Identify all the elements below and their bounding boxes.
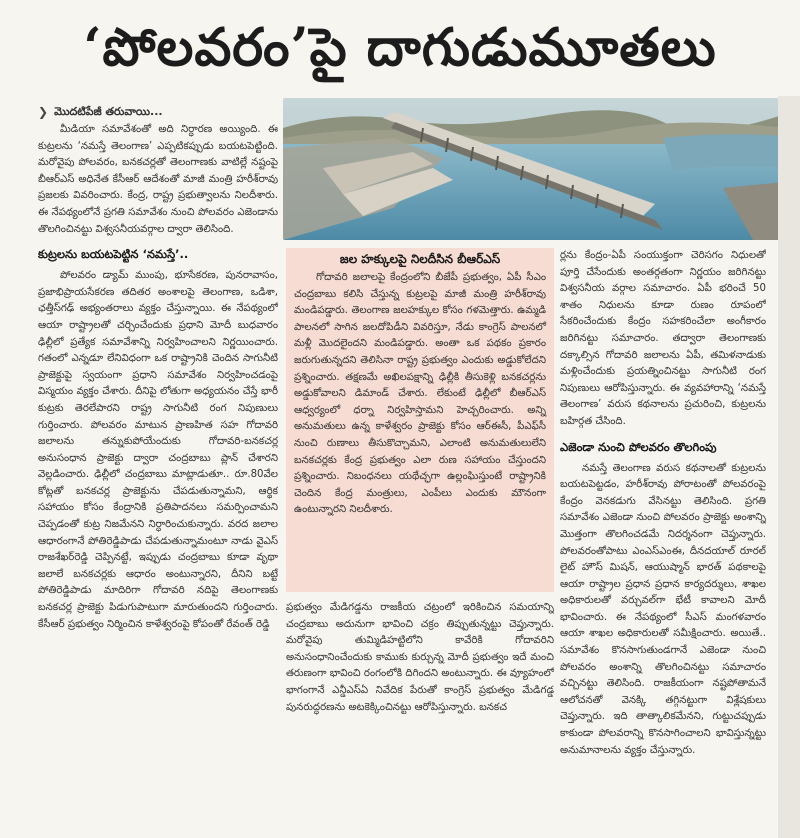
article-column-left [38, 104, 278, 838]
headline: ‘పోలవరం’పై దాగుడుమూతలు [83, 17, 717, 78]
dam-photo-icon [283, 98, 785, 240]
continuation-kicker [38, 104, 278, 120]
article-column-middle [286, 600, 554, 838]
kicker-text: మొదటిపేజీ తరువాయి... [54, 104, 163, 118]
subheading: ఎజెండా నుంచి పోలవరం తొలగింపు [560, 439, 717, 454]
subheading: కుట్రలను బయటపెట్టిన ‘నమస్తే’.. [38, 247, 189, 262]
paragraph: నమస్తే తెలంగాణ వరుస కథనాలతో కుట్రలను బయటపెట్టడం, హరీశ్‌రావు పోరాటంతో పోలవరంపై కేంద్రం వెనకడుగు వేసినట్టు తెలిసింది. ప్రగతి సమావేశం ఎజెండా నుంచి పోలవరం ప్రాజెక్టు అంశాన్ని మొత్తంగా తొలగించడమే నిదర్శనంగా చెప్తున్నారు. పోలవరంతోపాటు ఎంఎస్ఎంఈ, దీనదయాల్ రూరల్ లైట్ హౌస్ మిషన్, ఆయుష్మాన్ భారత్ పథకాలపై ఆయా రాష్ట్రాల ప్రధాన ప్రధాన కార్యదర్శులు, శాఖల అధికారులతో వర్చువల్‌గా భేటీ కావాలని మోదీ భావించారు. ఈ నేపథ్యంలో సీఎస్ మంగళవారం ఆయా శాఖల అధికారులతో సమీక్షించారు. అయితే.. సమావేశం కొనసాగుతుండగానే ఎజెండా నుంచి పోలవరం అంశాన్ని తొలగించినట్టు సమాచారం వచ్చినట్టు తెలిసింది. రాజకీయంగా నష్టపోతామనే ఆలోచనతో వెనక్కి తగ్గినట్టుగా విశ్లేషకులు చెప్తున్నారు. ఇది తాత్కాలికమేనని, గుట్టుచప్పుడు కాకుండా పోలవరాన్ని కొనసాగించాలని భావిస్తున్నట్టు అనుమానాలను వ్యక్తం చేస్తున్నారు. [560, 462, 766, 756]
sidebar-box [286, 248, 554, 592]
paragraph: పోలవరం డ్యామ్ ముంపు, భూసేకరణ, పునరావాసం, ప్రజాభిప్రాయసేకరణ తదితర అంశాలపై తెలంగాణ, ఒడిశా, ఛత్తీస్‌గఢ్ అభ్యంతరాలు వ్యక్తం చేస్తున్నాయి. ఈ నేపథ్యంలో ఆయా రాష్ట్రాలతో చర్చించేందుకు ప్రధాని మోదీ బుధవారం ఢిల్లీలో ప్రత్యేక సమావేశాన్ని నిర్వహించాలని నిర్ణయించారు. గతంలో ఎన్నడూ లేనివిధంగా ఒక రాష్ట్రానికి చెందిన సాగునీటి ప్రాజెక్టుపై స్వయంగా ప్రధాని సమావేశం నిర్వహించడంపై విస్మయం వ్యక్తం చేశారు. దీనిపై లోతుగా అధ్యయనం చేస్తే భారీ కుట్రకు తెరలేపారని రాష్ట్ర సాగునీటి రంగ నిపుణులు గుర్తించారు. పోలవరం మాటున ప్రాణహిత సహ గోదావరి జలాలను తన్నుకుపోయేందుకు గోదావరి-బనకచర్ల అనుసంధాన ప్రాజెక్టు ద్వారా చంద్రబాబు ప్లాన్ చేశారని వెల్లడించారు. ఢిల్లీలో చంద్రబాబు మాట్లాడుతూ.. రూ.80వేల కోట్లతో బనకచర్ల ప్రాజెక్టును చేపడుతున్నామని, ఆర్థిక సహాయం కోసం కేంద్రానికి ప్రతిపాదనలు సమర్పించామని చెప్పడంతో కుట్ర నిజమేనని నిర్ధారించుకున్నారు. వరద జలాల ఆధారంగానే పోతిరెడ్డిపాడు చేపడుతున్నామంటూ నాడు వైఎస్ రాజశేఖర్‌రెడ్డి చెప్పినట్టే, ఇప్పుడు చంద్రబాబు కూడా వృథా జలాలే బనకచర్లకు ఆధారం అంటున్నారని, దీనిని బట్టే పోతిరెడ్డిపాడు మాదిరిగా గోదావరి నదిపై తెలంగాణకు బనకచర్ల ప్రాజెక్టు పిడుగుపాటుగా మారుతుందని గుర్తించారు. కేసీఆర్ ప్రభుత్వం నిర్మించిన కాళేశ్వరంపై కోపంతో రేవంత్ రెడ్డి [38, 270, 278, 630]
page-edge [778, 96, 800, 838]
article-column-right [560, 248, 766, 838]
paragraph: మీడియా సమావేశంతో అది నిర్ధారణ అయ్యింది. ఈ కుట్రలను ‘నమస్తే తెలంగాణ’ ఎప్పటికప్పుడు బయటపెట్టింది. మరోవైపు పోలవరం, బనకచర్లతో తెలంగాణకు వాటిల్లే నష్టంపై బీఆర్ఎస్ అధినేత కేసీఆర్ ఆదేశంతో మాజీ మంత్రి హరీశ్‌రావు ప్రజలకు వివరించారు. కేంద్ర, రాష్ట్ర ప్రభుత్వాలను నిలదీశారు. ఈ నేపథ్యంలోనే ప్రగతి సమావేశం నుంచి పోలవరం ఎజెండాను తొలగించినట్టు విశ్వసనీయవర్గాల ద్వారా తెలిసింది. [38, 124, 278, 235]
box-title: జల హక్కులపై నిలదీసిన బీఆర్ఎస్ [339, 252, 501, 266]
dam-photo [283, 98, 785, 240]
paragraph: ప్రభుత్వం మేడిగడ్డను రాజకీయ చట్రంలో ఇరికించిన సమయాన్ని చంద్రబాబు అదునుగా భావించి చక్రం తిప్పుతున్నట్టు చెప్తున్నారు. మరోవైపు తుమ్మిడిహట్టిలోని కావేరికి గోదావరిని అనుసంధానించేందుకు కాముకు కుర్చున్న మోదీ ప్రభుత్వం ఇదే మంచి తరుణంగా భావించి రంగంలోకి దిగిందని అంటున్నారు. ఈ వ్యూహంలో భాగంగానే ఎన్డీఎస్ఏ నివేదిక పేరుతో కాంగ్రెస్ ప్రభుత్వం మేడిగడ్డ పునరుద్ధరణను అటకెక్కించినట్టు ఆరోపిస్తున్నారు. బనకచ [286, 602, 554, 713]
paragraph: గోదావరి జలాలపై కేంద్రంలోని బీజేపీ ప్రభుత్వం, ఏపీ సీఎం చంద్రబాబు కలిసి చేస్తున్న కుట్రలపై మాజీ మంత్రి హరీశ్‌రావు మండిపడ్డారు. తెలంగాణ జలహక్కుల కోసం గళమెత్తారు. ఉమ్మడి పాలనలో సాగిన జలదోపిడీని వివరిస్తూ, నేడు కాంగ్రెస్ పాలనలో మళ్లీ మొదలైందని మండిపడ్డారు. అంతా ఒక పథకం ప్రకారం జరుగుతున్నదని తెలిసినా రాష్ట్ర ప్రభుత్వం ఎందుకు అడ్డుకోలేదని ప్రశ్నించారు. తక్షణమే అఖిలపక్షాన్ని ఢిల్లీకి తీసుకెళ్లి బనకచర్లను అడ్డుకోవాలని డిమాండ్ చేశారు. లేకుంటే ఢిల్లీలో బీఆర్ఎస్ ఆధ్వర్యంలో ధర్నా నిర్వహిస్తామని హెచ్చరించారు. అన్ని అనుమతులు ఉన్న కాళేశ్వరం ప్రాజెక్టు కోసం ఆర్ఈసీ, పీఎఫ్‌సీ నుంచి రుణాలు తీసుకొచ్చామని, ఎలాంటి అనుమతులులేని బనకచర్లకు కేంద్ర ప్రభుత్వం ఎలా రుణ సహాయం చేస్తుందని ప్రశ్నించారు. నిబంధనలు యథేచ్ఛగా ఉల్లంఘిస్తుంటే రాష్ట్రానికి చెందిన కేంద్ర మంత్రులు, ఎంపీలు ఎందుకు మౌనంగా ఉంటున్నారని నిలదీశారు. [294, 272, 546, 516]
chevron-right-icon: ❯ [38, 104, 49, 119]
paragraph: ర్లను కేంద్రం-ఏపీ సంయుక్తంగా చెరిసగం నిధులతో పూర్తి చేసేందుకు అంతర్గతంగా నిర్ణయం జరిగినట్టు విశ్వసనీయ వర్గాల సమాచారం. ఏపీ భరించే 50 శాతం నిధులను కూడా రుణం రూపంలో సేకరించేందుకు కేంద్రం సహకరించేలా అంగీకారం జరిగినట్టు సమాచారం. తద్వారా తెలంగాణకు దక్కాల్సిన గోదావరి జలాలను ఏపీ, తమిళనాడుకు మళ్లించేందుకు ప్రయత్నించినట్టు సాగునీటి రంగ నిపుణులు ఆరోపిస్తున్నారు. ఈ వ్యవహారాన్ని ‘నమస్తే తెలంగాణ’ వరుస కథనాలను ప్రచురించి, కుట్రలను బహిర్గత చేసింది. [560, 250, 766, 427]
